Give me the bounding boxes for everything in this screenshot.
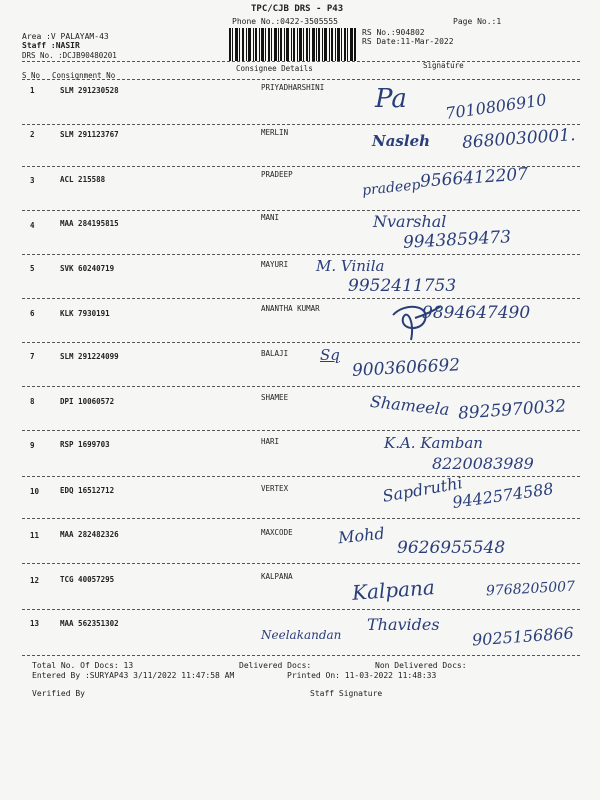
row-rule xyxy=(22,342,580,343)
staff-signature: Staff Signature xyxy=(310,689,383,698)
rs-date: RS Date:11-Mar-2022 xyxy=(362,37,454,46)
row-consignment: MAA 284195815 xyxy=(60,219,119,228)
row-signature-phone: 9952411753 xyxy=(348,276,457,296)
header-bottom-rule xyxy=(22,79,580,80)
row-rule xyxy=(22,476,580,477)
row-rule xyxy=(22,298,580,299)
header-top-rule xyxy=(22,61,580,62)
col-signature: Signature xyxy=(423,61,464,70)
row-consignment: SLM 291224099 xyxy=(60,352,119,361)
row-consignee: MERLIN xyxy=(261,128,289,137)
col-consignee: Consignee Details xyxy=(236,64,313,73)
row-signature-phone: 9442574588 xyxy=(451,479,555,512)
row-signature-phone: 9003606692 xyxy=(351,355,461,381)
total-docs: Total No. Of Docs: 13 xyxy=(32,661,134,670)
row-consignee: VERTEX xyxy=(261,484,289,493)
col-consignment: Consignment No xyxy=(52,71,116,80)
row-consignee: KALPANA xyxy=(261,572,293,581)
row-signature-name: M. Vinila xyxy=(316,257,385,275)
row-signature-phone: 8680030001. xyxy=(461,125,577,153)
report-title: TPC/CJB DRS - P43 xyxy=(251,4,344,14)
row-rule xyxy=(22,254,580,255)
row-signature-name-2: Thavides xyxy=(367,615,440,634)
row-signature-name: Pa xyxy=(375,84,407,114)
verified-by: Verified By xyxy=(32,689,85,698)
row-consignment: TCG 40057295 xyxy=(60,575,115,584)
row-signature-name: Neelakandan xyxy=(261,628,342,642)
row-signature-phone: 9626955548 xyxy=(397,538,506,558)
row-signature-phone: 8220083989 xyxy=(432,454,534,473)
row-signature-name: Nvarshal xyxy=(373,212,447,231)
row-signature-name: Shameela xyxy=(369,391,451,420)
row-consignment: SLM 291230528 xyxy=(60,86,119,95)
row-consignee: MANI xyxy=(261,213,280,222)
row-sno: 10 xyxy=(30,487,40,496)
row-sno: 5 xyxy=(30,264,35,273)
row-sno: 1 xyxy=(30,86,35,95)
row-consignee: MAYURI xyxy=(261,260,289,269)
page-number: Page No.:1 xyxy=(453,17,502,26)
row-consignment: EDQ 16512712 xyxy=(60,486,115,495)
row-signature-name: Kalpana xyxy=(351,575,436,605)
row-sno: 11 xyxy=(30,531,40,540)
row-consignee: SHAMEE xyxy=(261,393,289,402)
row-consignment: SLM 291123767 xyxy=(60,130,119,139)
row-sno: 4 xyxy=(30,221,35,230)
row-rule xyxy=(22,563,580,564)
row-consignee: HARI xyxy=(261,437,280,446)
row-rule xyxy=(22,124,580,125)
row-consignment: MAA 282482326 xyxy=(60,530,119,539)
area-label: Area :V PALAYAM-43 xyxy=(22,32,109,41)
row-consignment: KLK 7930191 xyxy=(60,309,110,318)
row-rule xyxy=(22,386,580,387)
row-signature-name: Sq xyxy=(320,346,340,364)
row-signature-phone: 9566412207 xyxy=(419,164,529,192)
row-signature-phone: 7010806910 xyxy=(444,90,548,123)
row-signature-name: K.A. Kamban xyxy=(384,434,483,452)
row-signature-name: Nasleh xyxy=(372,132,431,150)
row-sno: 6 xyxy=(30,309,35,318)
staff-label: Staff :NASIR xyxy=(22,41,80,50)
row-signature-phone: 9943859473 xyxy=(402,227,512,253)
row-sno: 7 xyxy=(30,352,35,361)
row-rule xyxy=(22,655,580,656)
printed-on: Printed On: 11-03-2022 11:48:33 xyxy=(287,671,437,680)
row-rule xyxy=(22,609,580,610)
row-consignment: ACL 215588 xyxy=(60,175,106,184)
row-rule xyxy=(22,430,580,431)
rs-number: RS No.:904802 xyxy=(362,28,425,37)
row-sno: 13 xyxy=(30,619,40,628)
row-sno: 8 xyxy=(30,397,35,406)
row-consignee: PRIYADHARSHINI xyxy=(261,83,325,92)
row-sno: 2 xyxy=(30,130,35,139)
row-rule xyxy=(22,210,580,211)
row-signature-phone: 9768205007 xyxy=(485,578,576,600)
barcode xyxy=(229,28,357,61)
col-sno: S No xyxy=(22,71,41,80)
drs-number: DRS No. :DCJB90480201 xyxy=(22,51,117,60)
row-consignee: ANANTHA KUMAR xyxy=(261,304,320,313)
row-consignment: RSP 1699703 xyxy=(60,440,110,449)
delivered-docs: Delivered Docs: xyxy=(239,661,312,670)
row-signature-phone: 9894647490 xyxy=(422,303,531,323)
row-consignment: SVK 60240719 xyxy=(60,264,115,273)
row-signature-phone: 9025156866 xyxy=(471,623,575,650)
row-sno: 12 xyxy=(30,576,40,585)
row-sno: 3 xyxy=(30,176,35,185)
row-signature-name: Mohd xyxy=(337,523,386,548)
row-signature-phone: 8925970032 xyxy=(457,396,567,424)
row-sno: 9 xyxy=(30,441,35,450)
row-signature-name: pradeep xyxy=(361,176,422,200)
phone-number: Phone No.:0422-3505555 xyxy=(232,17,338,26)
row-consignee: MAXCODE xyxy=(261,528,293,537)
row-consignment: DPI 10060572 xyxy=(60,397,115,406)
row-consignee: BALAJI xyxy=(261,349,289,358)
row-rule xyxy=(22,518,580,519)
row-signature-name: Sapdruthi xyxy=(380,473,464,506)
non-delivered-docs: Non Delivered Docs: xyxy=(375,661,467,670)
row-consignment: MAA 562351302 xyxy=(60,619,119,628)
row-consignee: PRADEEP xyxy=(261,170,293,179)
entered-by: Entered By :SURYAP43 3/11/2022 11:47:58 AM xyxy=(32,671,235,680)
